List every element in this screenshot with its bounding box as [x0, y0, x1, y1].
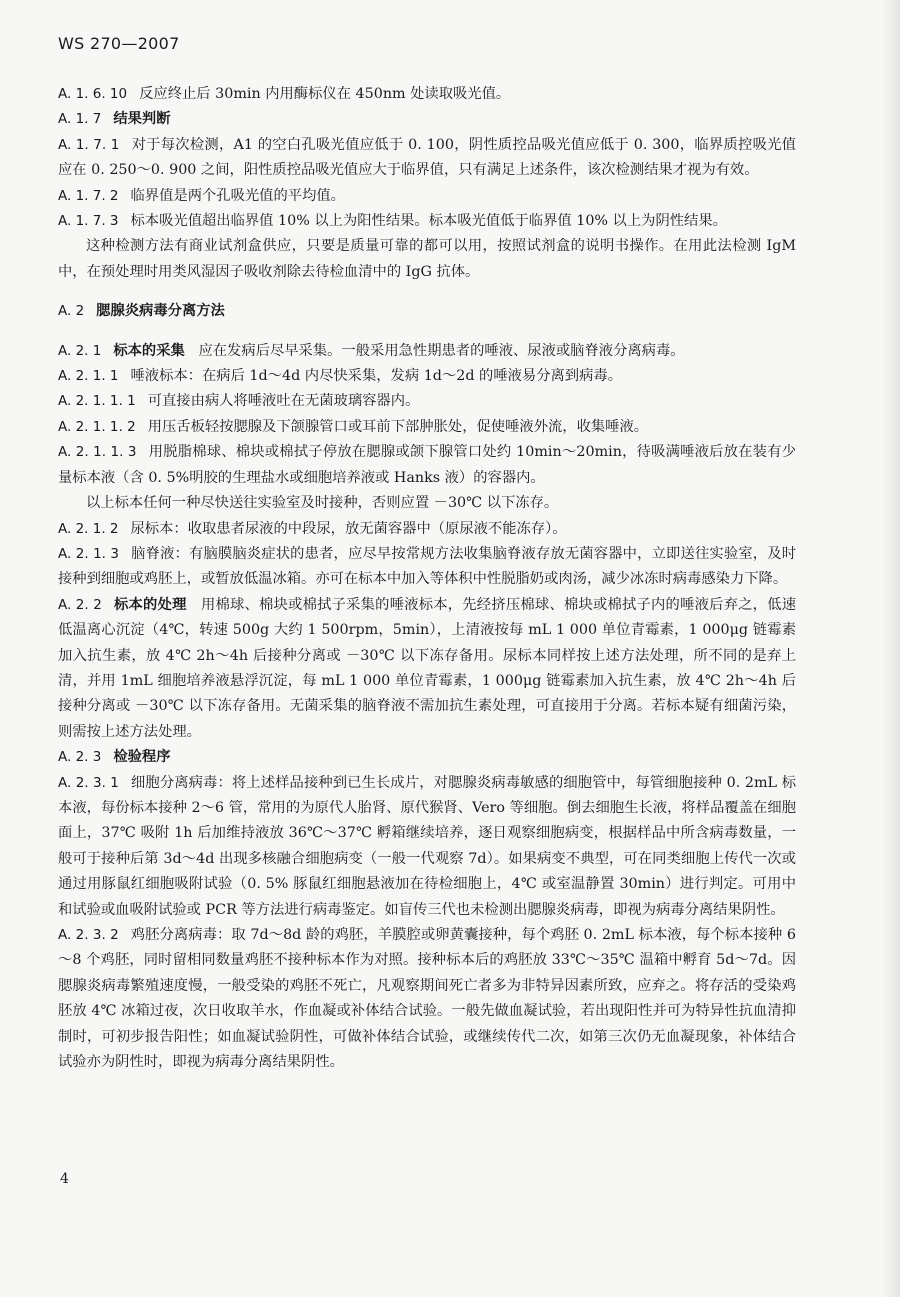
page-number: 4	[60, 1171, 69, 1187]
heading-a-1-7: A. 1. 7 结果判断	[58, 111, 171, 128]
clause-a-2-1-2: A. 2. 1. 2 尿标本：收取患者尿液的中段尿，放无菌容器中（原尿液不能冻存）。	[58, 520, 567, 537]
clause-a-2-1-1-2: A. 2. 1. 1. 2 用压舌板轻按腮腺及下颌腺管口或耳前下部肿胀处，促使唾液外流，收集唾液。	[58, 418, 649, 435]
clause-a-2-1: A. 2. 1 标本的采集 应在发病后尽早采集。一般采用急性期患者的唾液、尿液或脑脊液分离病毒。	[58, 342, 685, 359]
clause-a-2-3-1: A. 2. 3. 1 细胞分离病毒：将上述样品接种到已生长成片，对腮腺炎病毒敏感的细胞管中，每管细胞接种 0. 2mL 标本液，每份标本接种 2～6 管，常用的为原代人胎肾、原代猴肾、Vero 等细胞。倒去细胞生长液，将样品覆盖在细胞面上，37℃ 吸附 1h 后加维持液放 36℃～37℃ 孵箱继续培养，逐日观察细胞病变，根据样品中所含病毒数量，一般可于接种后第 3d～4d 出现多核融合细胞病变（一般一代观察 7d）。如果病变不典型，可在同类细胞上传代一次或通过用豚鼠红细胞吸附试验（0. 5% 豚鼠红细胞悬液加在待检细胞上，4℃ 或室温静置 30min）进行判定。可用中和试验或血吸附试验或 PCR 等方法进行病毒鉴定。如盲传三代也未检测出腮腺炎病毒，即视为病毒分离结果阴性。	[58, 774, 797, 918]
scan-edge-shadow	[882, 0, 900, 1297]
document-body	[58, 82, 796, 1075]
clause-a-2-1-1: A. 2. 1. 1 唾液标本：在病后 1d～4d 内尽快采集，发病 1d～2d 的唾液易分离到病毒。	[58, 368, 622, 385]
clause-a-2-1-3: A. 2. 1. 3 脑脊液：有脑膜脑炎症状的患者，应尽早按常规方法收集脑脊液存放无菌容器中，立即送往实验室，及时接种到细胞或鸡胚上，或暂放低温冰箱。亦可在标本中加入等体积中性脱脂奶或肉汤，减少冰冻时病毒感染力下降。	[58, 545, 797, 588]
standard-code-header: WS 270—2007	[58, 34, 180, 53]
clause-a-1-7-1: A. 1. 7. 1 对于每次检测，A1 的空白孔吸光值应低于 0. 100，阴性质控品吸光值应低于 0. 300，临界质控吸光值应在 0. 250～0. 900 之间，阳性质控品吸光值应大于临界值，只有满足上述条件，该次检测结果才视为有效。	[58, 136, 796, 179]
clause-a-2-2: A. 2. 2 标本的处理 用棉球、棉块或棉拭子采集的唾液标本，先经挤压棉球、棉块或棉拭子内的唾液后弃之，低速低温离心沉淀（4℃，转速 500g 大约 1 500rpm，5min），上清液按每 mL 1 000 单位青霉素，1 000μg 链霉素加入抗生素，放 4℃ 2h～4h 后接种分离或 －30℃ 以下冻存备用。尿标本同样按上述方法处理，所不同的是弃上清，并用 1mL 细胞培养液悬浮沉淀，每 mL 1 000 单位青霉素，1 000μg 链霉素加入抗生素，放 4℃ 2h～4h 后接种分离或 －30℃ 以下冻存备用。无菌采集的脑脊液不需加抗生素处理，可直接用于分离。若标本疑有细菌污染，则需按上述方法处理。	[58, 596, 797, 740]
paragraph-commercial-kit: 这种检测方法有商业试剂盒供应，只要是质量可靠的都可以用，按照试剂盒的说明书操作。在用此法检测 IgM 中，在预处理时用类风湿因子吸收剂除去待检血清中的 IgG 抗体。	[58, 238, 796, 280]
clause-a-1-7-3: A. 1. 7. 3 标本吸光值超出临界值 10% 以上为阳性结果。标本吸光值低于临界值 10% 以上为阴性结果。	[58, 213, 727, 230]
heading-a-2-3: A. 2. 3 检验程序	[58, 749, 171, 766]
clause-a-2-1-1-3: A. 2. 1. 1. 3 用脱脂棉球、棉块或棉拭子停放在腮腺或颌下腺管口处约 10min～20min，待吸满唾液后放在装有少量标本液（含 0. 5%明胶的生理盐水或细胞培养液或 Hanks 液）的容器内。	[58, 444, 796, 486]
clause-a-1-7-2: A. 1. 7. 2 临界值是两个孔吸光值的平均值。	[58, 187, 345, 204]
clause-a-2-3-2: A. 2. 3. 2 鸡胚分离病毒：取 7d～8d 龄的鸡胚，羊膜腔或卵黄囊接种，每个鸡胚 0. 2mL 标本液，每个标本接种 6～8 个鸡胚，同时留相同数量鸡胚不接种标本作为对照。接种标本后的鸡胚放 33℃～35℃ 温箱中孵育 5d～7d。因腮腺炎病毒繁殖速度慢，一般受染的鸡胚不死亡，凡观察期间死亡者多为非特异因素所致，应弃之。将存活的受染鸡胚放 4℃ 冰箱过夜，次日收取羊水，作血凝或补体结合试验。一般先做血凝试验，若出现阳性并可为特异性抗血清抑制时，可初步报告阳性；如血凝试验阴性，可做补体结合试验，或继续传代二次，如第三次仍无血凝现象，补体结合试验亦为阴性时，即视为病毒分离结果阴性。	[58, 927, 796, 1071]
paragraph-storage-note: 以上标本任何一种尽快送往实验室及时接种，否则应置 －30℃ 以下冻存。	[86, 495, 559, 512]
clause-a-1-6-10: A. 1. 6. 10 反应终止后 30min 内用酶标仪在 450nm 处读取吸光值。	[58, 86, 511, 102]
clause-a-2-1-1-1: A. 2. 1. 1. 1 可直接由病人将唾液吐在无菌玻璃容器内。	[58, 393, 420, 410]
heading-a-2: A. 2 腮腺炎病毒分离方法	[58, 303, 225, 320]
